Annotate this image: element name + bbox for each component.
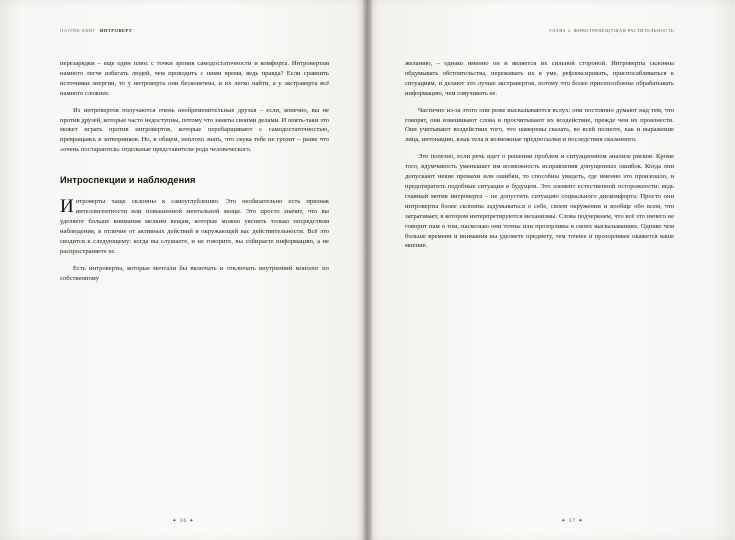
paragraph-text: нтроверты чаще склонны к самоуглублению. Это необязательно есть признак интеллигентности или повышенной ментальной мощи. Это просто значит, что вы уделяете больше внимания мелким вещам, которые можно уяснить только посредством наблюдения, в отличие от активных действий в окружающей вас действительности. Всё это сводится к следующему: когда вы слушаете, и не говорите, вы собираете информацию, а не распространяете ее. xyxy=(60,198,329,255)
running-head-left xyxy=(60,28,329,33)
paragraph: Есть интроверты, которые мечтали бы включать и отключать внутренний монолог по собственному xyxy=(60,264,329,282)
running-head-right xyxy=(405,28,674,33)
running-head-author: ПАТРИК КИНГ xyxy=(60,28,96,33)
page-left xyxy=(0,0,367,540)
page-right-content xyxy=(405,28,674,512)
paragraph: Из интровертов получаются очень необременительные друзья – если, конечно, вы не против друзей, которые часто недоступны, потому что заняты своими делами. И опять-таки это может играть против интровертов, которые перебарщивают с самодостаточностью, превращаясь в затворников. Но, в общем, неплохо знать, что скука тебе не грозит – разве что «очень постараются» отдельные представители рода человеческого. xyxy=(60,106,329,154)
paragraph: перезарядки – еще один плюс с точки зрения самодостаточности и комфорта. Интровертам намного легче избегать людей, чем проводить с ними время, ведь правда? Если сравнить источники энергии, то у интроверта они бесконечны, и их легко найти, а у экстраверта всё намного сложнее. xyxy=(60,60,329,97)
paragraph-with-dropcap xyxy=(60,197,329,256)
folio-right: ✦ 37 ✦ xyxy=(561,518,584,524)
page-right xyxy=(367,0,734,540)
section-heading: Интроспекции и наблюдения xyxy=(60,175,196,186)
paragraph: Это полезно, если речь идет о решении проблем и ситуационном анализе рисков. Кроме того, вдумчивость уменьшает им возможность исправления допущенных ошибок. Когда они допускают некие промахи или ошибки, то способны увидеть, где именно это произошло, и предотвратить подобные ситуации в будущем. Это элемент естественной осторожности: ведь главный мотив интроверта – не допустить ситуацию социального дискомфорта. Просто они интроверты более склонны задумываться о себе, своем окружении и вообще обо всем, что затрагивает, в котором интерпретируются механизмы. Слова подчеркнем, что всё это ничего не говорит нам о том, насколько они точны или прозорливы в своих высказываниях. Однако чем больше времени и внимания вы уделяете предмету, тем точнее и прозорливее окажется ваше мнение. xyxy=(405,153,674,250)
drop-cap: И xyxy=(60,196,74,218)
paragraph: желанию, – однако именно он и является их сильной стороной. Интроверты склонны обдумывать обстоятельства, переживать их в уме, рефлексировать, приспосабливаться к ситуациям, и делают это лучше экстравертов, потому что более приспособлены обрабатывать информацию, чем озвучивать ее. xyxy=(405,60,674,97)
folio-left: ✦ 36 ✦ xyxy=(172,518,195,524)
running-head-chapter: ГЛАВА 2. ЖИВОТРЕПЕЩУЩАЯ РАСТИТЕЛЬНОСТЬ xyxy=(549,28,674,33)
running-head-title: ИНТРОВЕРТ xyxy=(99,28,133,33)
page-left-content xyxy=(60,28,329,512)
paragraph: Частично из-за этого они реже высказываются вслух: они постоянно думают над тем, что говорят, они взвешивают слова и просчитывают их воздействие, прежде чем их произнести. Они учитывают воздействие того, что намерены сказать, во всей полноте, как и выражение лица, интонацию, язык тела и возможные предпосылки и последствия сказанного. xyxy=(405,106,674,144)
